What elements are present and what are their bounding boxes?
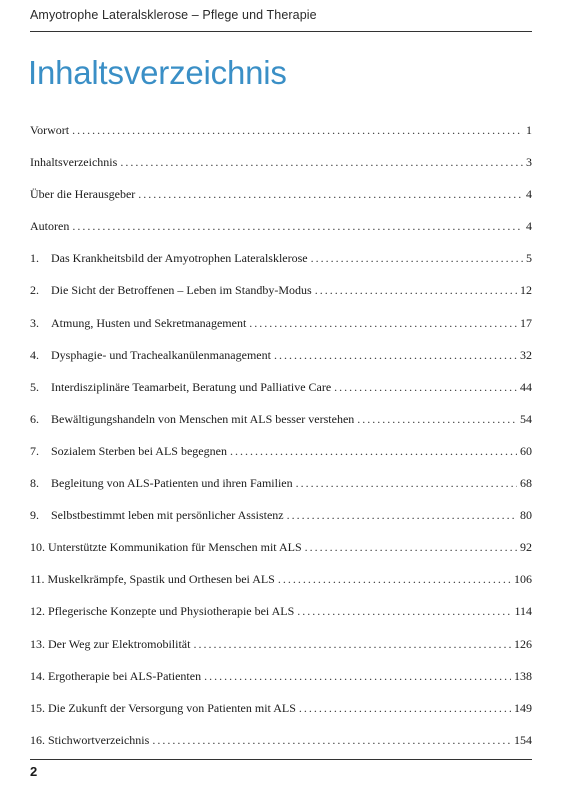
toc-dot-leader (297, 603, 511, 619)
toc-entry-chapter-10[interactable] (30, 539, 532, 571)
table-of-contents (30, 122, 532, 764)
toc-entry-page: 149 (514, 700, 532, 715)
toc-entry-herausgeber[interactable] (30, 186, 532, 218)
toc-dot-leader (334, 379, 517, 395)
toc-entry-page: 1 (526, 123, 532, 137)
toc-entry-label: 6. Bewältigungshandeln von Menschen mit ALS besser verstehen (30, 411, 355, 426)
toc-dot-leader (274, 347, 517, 363)
toc-dot-leader (72, 218, 523, 234)
toc-dot-leader (299, 700, 511, 716)
toc-dot-leader (249, 315, 517, 331)
footer-rule (30, 759, 532, 760)
toc-dot-leader (72, 122, 523, 138)
running-header: Amyotrophe Lateralsklerose – Pflege und Therapie (30, 8, 317, 22)
toc-entry-label: 13. Der Weg zur Elektromobilität (30, 636, 191, 651)
toc-entry-chapter-11[interactable] (30, 571, 532, 603)
toc-entry-label: 3. Atmung, Husten und Sekretmanagement (30, 315, 247, 330)
toc-entry-label: 8. Begleitung von ALS-Patienten und ihren Familien (30, 476, 293, 491)
toc-entry-label: 12. Pflegerische Konzepte und Physiotherapie bei ALS (30, 604, 295, 619)
toc-dot-leader (152, 732, 511, 748)
toc-entry-chapter-12[interactable] (30, 603, 532, 635)
toc-entry-chapter-3[interactable] (30, 315, 532, 347)
page-number: 2 (30, 764, 38, 779)
toc-entry-page: 126 (514, 636, 532, 651)
toc-entry-label: 15. Die Zukunft der Versorgung von Patienten mit ALS (30, 700, 296, 715)
toc-dot-leader (204, 668, 511, 684)
toc-entry-page: 68 (520, 476, 532, 491)
toc-entry-chapter-9[interactable] (30, 507, 532, 539)
toc-entry-chapter-6[interactable] (30, 411, 532, 443)
toc-entry-page: 44 (520, 379, 532, 394)
toc-entry-chapter-5[interactable] (30, 379, 532, 411)
toc-entry-label: 7. Sozialem Sterben bei ALS begegnen (30, 443, 227, 458)
page-title: Inhaltsverzeichnis (28, 54, 287, 91)
toc-entry-page: 4 (526, 219, 532, 234)
toc-entry-label: 4. Dysphagie- und Trachealkanülenmanagement (30, 347, 271, 362)
toc-entry-label: Über die Herausgeber (30, 187, 136, 202)
toc-entry-page: 138 (514, 668, 532, 683)
toc-entry-label: 1. Das Krankheitsbild der Amyotrophen Lateralsklerose (30, 251, 308, 266)
toc-entry-page: 92 (520, 540, 532, 555)
toc-entry-label: 11. Muskelkrämpfe, Spastik und Orthesen bei ALS (30, 572, 275, 587)
toc-entry-page: 3 (526, 155, 532, 170)
toc-dot-leader (305, 539, 517, 555)
toc-entry-page: 32 (520, 347, 532, 362)
toc-dot-leader (315, 282, 517, 298)
toc-entry-page: 4 (526, 187, 532, 202)
toc-dot-leader (138, 186, 523, 202)
toc-dot-leader (193, 636, 511, 652)
toc-entry-label: 16. Stichwortverzeichnis (30, 732, 150, 747)
toc-entry-page: 12 (520, 283, 532, 298)
toc-dot-leader (357, 411, 517, 427)
toc-entry-label: 9. Selbstbestimmt leben mit persönlicher Assistenz (30, 508, 284, 523)
toc-entry-inhaltsverzeichnis[interactable] (30, 154, 532, 186)
toc-entry-chapter-7[interactable] (30, 443, 532, 475)
toc-entry-autoren[interactable] (30, 218, 532, 250)
toc-entry-chapter-13[interactable] (30, 636, 532, 668)
toc-entry-chapter-1[interactable] (30, 250, 532, 282)
toc-entry-label: 2. Die Sicht der Betroffenen – Leben im Standby-Modus (30, 283, 312, 298)
toc-entry-chapter-8[interactable] (30, 475, 532, 507)
header-rule (30, 31, 532, 32)
toc-entry-label: Vorwort (30, 123, 70, 137)
toc-entry-page: 5 (526, 251, 532, 266)
toc-entry-chapter-4[interactable] (30, 347, 532, 379)
toc-entry-label: Autoren (30, 219, 70, 234)
toc-entry-page: 106 (514, 572, 532, 587)
toc-entry-vorwort[interactable] (30, 122, 532, 154)
toc-dot-leader (287, 507, 517, 523)
toc-entry-page: 54 (520, 411, 532, 426)
toc-dot-leader (230, 443, 517, 459)
toc-entry-label: 5. Interdisziplinäre Teamarbeit, Beratung und Palliative Care (30, 379, 332, 394)
toc-entry-page: 17 (520, 315, 532, 330)
toc-dot-leader (278, 571, 511, 587)
toc-dot-leader (120, 154, 523, 170)
toc-entry-chapter-15[interactable] (30, 700, 532, 732)
toc-entry-page: 114 (514, 604, 532, 619)
toc-entry-label: 14. Ergotherapie bei ALS-Patienten (30, 668, 202, 683)
toc-entry-page: 154 (514, 732, 532, 747)
toc-entry-page: 80 (520, 508, 532, 523)
toc-entry-label: Inhaltsverzeichnis (30, 155, 118, 170)
toc-dot-leader (311, 250, 523, 266)
toc-entry-label: 10. Unterstützte Kommunikation für Menschen mit ALS (30, 540, 302, 555)
toc-entry-chapter-14[interactable] (30, 668, 532, 700)
toc-entry-page: 60 (520, 443, 532, 458)
toc-entry-chapter-2[interactable] (30, 282, 532, 314)
toc-dot-leader (296, 475, 517, 491)
